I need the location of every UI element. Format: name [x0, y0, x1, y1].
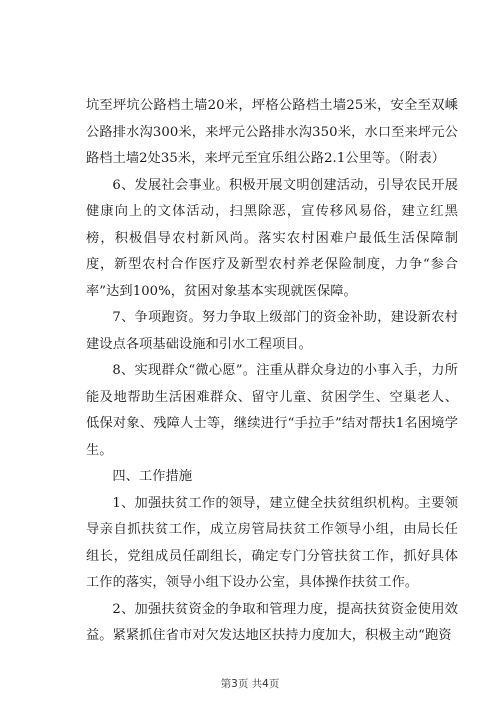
- paragraph-road-projects: 坑至坪坑公路档土墙20米，坪格公路档土墙25米，安全至双嵊公路排水沟300米，来坪元公路排水沟350米，水口至来坪元公路档土墙2处35米，来坪元至宜乐组公路2.1公里等。（附表）: [86, 98, 458, 166]
- paragraph-micro-wishes: 8、实现群众“微心愿”。注重从群众身边的小事入手，力所能及地帮助生活困难群众、留守儿童、贫困学生、空巢老人、低保对象、残障人士等，继续进行“手拉手”结对帮扶1名困境学生。: [86, 363, 458, 458]
- document-body: [86, 93, 458, 650]
- paragraph-social-undertakings: 6、发展社会事业。积极开展文明创建活动，引导农民开展健康向上的文体活动，扫黑除恶，宣传移风易俗，建立红黑榜，积极倡导农村新风尚。落实农村困难户最低生活保障制度，新型农村合作医疗及新型农村养老保险制度，力争“参合率”达到100%，贫困对象基本实现就医保障。: [86, 177, 458, 299]
- paragraph-funding-projects: 7、争项跑资。努力争取上级部门的资金补助，建设新农村建设点各项基础设施和引水工程项目。: [86, 310, 458, 352]
- paragraph-leadership: 1、加强扶贫工作的领导，建立健全扶贫组织机构。主要领导亲自抓扶贫工作，成立房管局扶贫工作领导小组，由局长任组长，党组成员任副组长，确定专门分管扶贫工作，抓好具体工作的落实，领导小组下设办公室，具体操作扶贫工作。: [86, 495, 458, 590]
- section-heading-work-measures: 四、工作措施: [112, 469, 193, 484]
- page-number-footer: 第3页 共4页: [220, 678, 280, 690]
- paragraph-funds-management: 2、加强扶贫资金的争取和管理力度，提高扶贫资金使用效益。紧紧抓住省市对欠发达地区扶持力度加大，积极主动“跑资: [86, 601, 458, 643]
